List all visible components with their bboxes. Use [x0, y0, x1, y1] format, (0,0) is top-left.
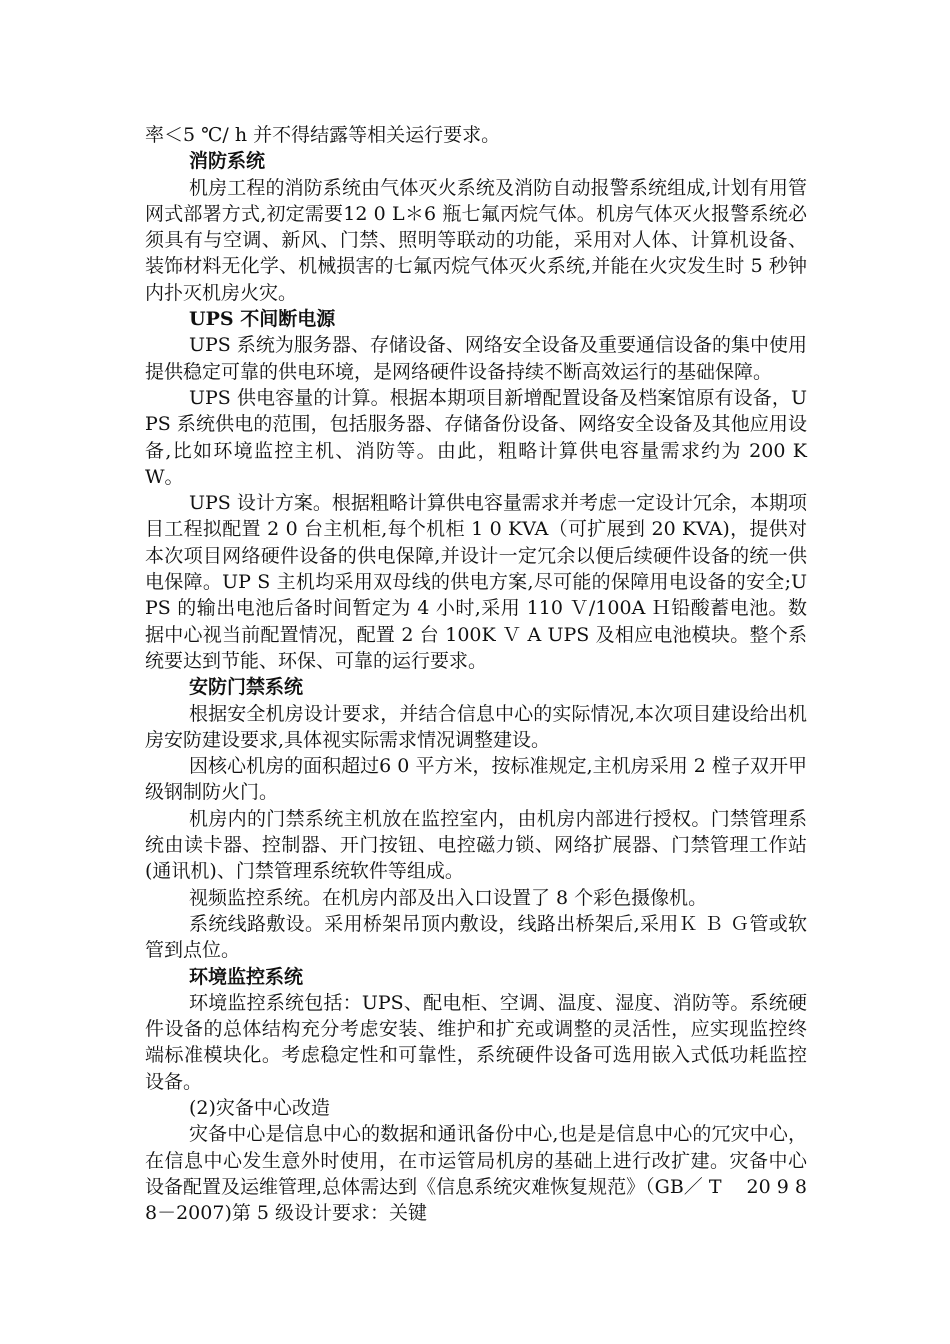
- paragraph-ups-design: UPS 设计方案。根据粗略计算供电容量需求并考虑一定设计冗余，本期项目工程拟配置 2 0 台主机柜,每个机柜 1 0 KVA（可扩展到 20 KVA)，提供对本次项目网络硬件设备的供电保障,并设计一定冗余以便后续硬件设备的统一供电保障。UP S 主机均采用双母线的供电方案,尽可能的保障用电设备的安全;UPS 的输出电池后备时间暂定为 4 小时,采用 110 Ｖ/100A Ｈ铅酸蓄电池。数据中心视当前配置情况，配置 2 台 100K Ｖ A UPS 及相应电池模块。整个系统要达到节能、环保、可靠的运行要求。: [145, 492, 807, 672]
- paragraph-fire-system: 机房工程的消防系统由气体灭火系统及消防自动报警系统组成,计划有用管网式部署方式,初定需要12 0 L＊6 瓶七氟丙烷气体。机房气体灭火报警系统必须具有与空调、新风、门禁、照明等联动的功能，采用对人体、计算机设备、装饰材料无化学、机械损害的七氟丙烷气体灭火系统,并能在火灾发生时 5 秒钟内扑灭机房火灾。: [145, 176, 807, 304]
- paragraph-ups-capacity: UPS 供电容量的计算。根据本期项目新增配置设备及档案馆原有设备，UPS 系统供电的范围，包括服务器、存储备份设备、网络安全设备及其他应用设备,比如环境监控主机、消防等。由此，粗略计算供电容量需求约为 200 K W。: [145, 386, 807, 488]
- heading-security-access: 安防门禁系统: [189, 676, 304, 699]
- heading-ups: UPS 不间断电源: [189, 308, 336, 331]
- paragraph-cabling: 系统线路敷设。采用桥架吊顶内敷设，线路出桥架后,采用Ｋ Ｂ Ｇ管或软管到点位。: [145, 912, 807, 962]
- paragraph-access-control: 机房内的门禁系统主机放在监控室内，由机房内部进行授权。门禁管理系统由读卡器、控制器、开门按钮、电控磁力锁、网络扩展器、门禁管理工作站(通讯机)、门禁管理系统软件等组成。: [145, 807, 807, 883]
- heading-fire-system: 消防系统: [189, 150, 266, 173]
- document-body: [145, 122, 807, 1226]
- paragraph-disaster-recovery: 灾备中心是信息中心的数据和通讯备份中心,也是是信息中心的冗灾中心，在信息中心发生意外时使用，在市运管局机房的基础上进行改扩建。灾备中心设备配置及运维管理,总体需达到《信息系统灾难恢复规范》（GB／ T 20 9 88－2007)第 5 级设计要求：关键: [145, 1123, 807, 1225]
- paragraph-security-requirements: 根据安全机房设计要求，并结合信息中心的实际情况,本次项目建设给出机房安防建设要求,具体视实际需求情况调整建设。: [145, 702, 807, 751]
- paragraph-environment-monitoring: 环境监控系统包括：UPS、配电柜、空调、温度、湿度、消防等。系统硬件设备的总体结构充分考虑安装、维护和扩充或调整的灵活性，应实现监控终端标准模块化。考虑稳定性和可靠性，系统硬件设备可选用嵌入式低功耗监控设备。: [145, 991, 807, 1093]
- paragraph-fire-doors: 因核心机房的面积超过6 0 平方米，按标准规定,主机房采用 2 樘子双开甲级钢制防火门。: [145, 755, 807, 804]
- heading-environment-monitoring: 环境监控系统: [189, 965, 304, 988]
- paragraph-ups-overview: UPS 系统为服务器、存储设备、网络安全设备及重要通信设备的集中使用提供稳定可靠的供电环境，是网络硬件设备持续不断高效运行的基础保障。: [145, 334, 807, 383]
- subheading-disaster-recovery: (2)灾备中心改造: [189, 1096, 330, 1119]
- paragraph-continuation: 率＜5 ℃/ h 并不得结露等相关运行要求。: [145, 124, 501, 146]
- paragraph-video-surveillance: 视频监控系统。在机房内部及出入口设置了 8 个彩色摄像机。: [189, 886, 708, 909]
